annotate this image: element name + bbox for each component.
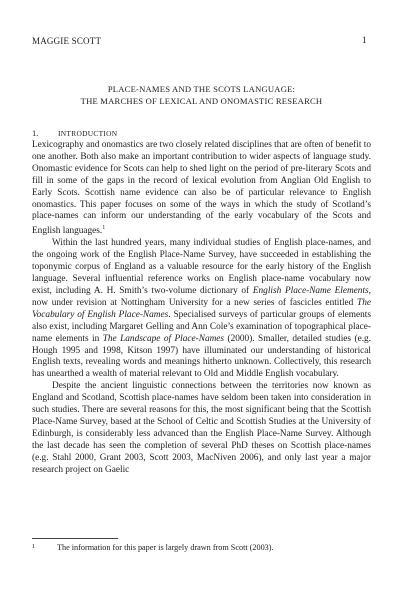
footnote	[32, 543, 274, 552]
italic-title: English Place-Name Elements	[252, 285, 369, 296]
footnote-reference: 1	[102, 225, 106, 232]
paragraph	[32, 140, 371, 238]
paragraph-text: Within the last hundred years, many individual studies of English place-names, and the ongoing work of the English Place-Name Survey, have succeeded in establishing the toponymic corpus of England as a valuable resource for the early history of the English language. Several influential reference works on English place-name vocabulary now exist, including A. H. Smith’s two-volume dictionary of	[32, 238, 371, 296]
footnote-rule	[32, 538, 118, 539]
paragraph-text: . Specialised surveys of particular groups of elements also exist, including Margaret Gelling and Ann Cole’s examination of topographical place-name elements in	[32, 309, 371, 344]
body-text	[32, 140, 371, 476]
paragraph	[32, 238, 371, 381]
paragraph-text: , now under revision at Nottingham University for a new series of fascicles entitled	[32, 285, 371, 308]
title-line-2: THE MARCHES OF LEXICAL AND ONOMASTIC RESEARCH	[80, 96, 323, 106]
paragraph-text: (2000). Smaller, detailed studies (e.g. Hough 1995 and 1998, Kitson 1997) have illuminated our understanding of historical English texts, revealing words and meanings hitherto unknown. Collectively, this research has unearthed a wealth of material relevant to Old and Middle English vocabulary.	[32, 333, 371, 380]
page-number: 1	[362, 35, 367, 45]
paragraph-text: Despite the ancient linguistic connections between the territories now known as England and Scotland, Scottish place-names have seldom been taken into consideration in such studies. There are several reasons for this, the most significant being that the Scottish Place-Name Survey, based at the School of Celtic and Scottish Studies at the University of Edinburgh, is considerably less advanced than the English Place-Name Survey. Although the last decade has seen the completion of several PhD theses on Scottish place-names (e.g. Stahl 2000, Grant 2003, Scott 2003, MacNiven 2006), and only last year a major research project on Gaelic	[32, 381, 371, 475]
section-number: 1.	[32, 128, 39, 138]
italic-title: The Landscape of Place-Names	[102, 333, 225, 344]
paper-title	[30, 83, 373, 107]
paragraph-text: Lexicography and onomastics are two closely related disciplines that are often of benefit to one another. Both also make an important contribution to wider aspects of language study. Onomastic evidence for Scots can help to shed light on the period of pre-literary Scots and fill in some of the gaps in the record of lexical evolution from Anglian Old English to Early Scots. Scottish name evidence can also be of particular relevance to English onomastics. This paper focuses on some of the ways in which the study of Scotland’s place-names can inform our understanding of the early vocabulary of the Scots and English languages.	[32, 140, 371, 237]
running-head: MAGGIE SCOTT	[32, 36, 102, 46]
paragraph	[32, 381, 371, 476]
footnote-text: The information for this paper is largely drawn from Scott (2003).	[57, 543, 274, 552]
title-line-1: PLACE-NAMES AND THE SCOTS LANGUAGE:	[107, 84, 296, 94]
section-label: INTRODUCTION	[58, 129, 118, 138]
section-heading	[32, 128, 117, 138]
footnote-mark: 1	[32, 543, 36, 550]
italic-title: The Vocabulary of English Place-Names	[32, 297, 371, 320]
